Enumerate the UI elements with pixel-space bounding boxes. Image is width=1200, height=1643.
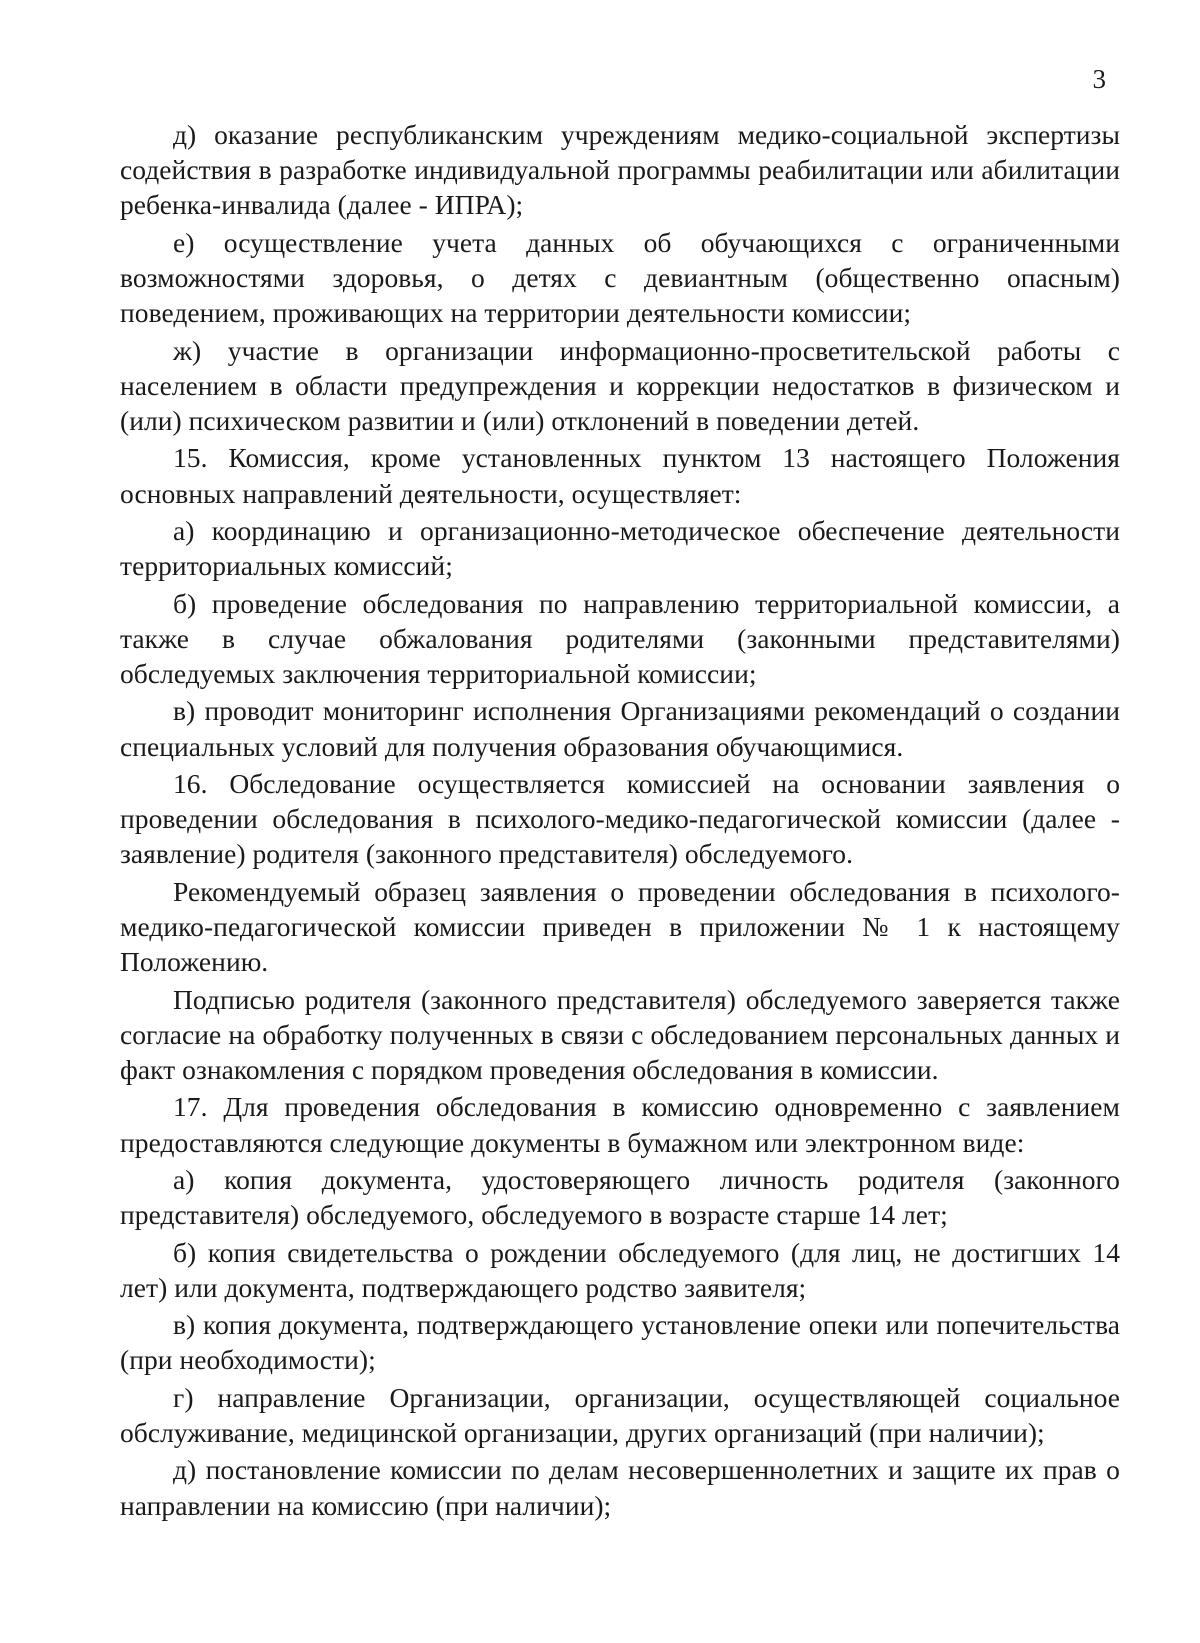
paragraph-clause-15-b: б) проведение обследования по направлению территориальной комиссии, а также в случае обжалования родителями (законными представителями) обследуемых заключения территориальной комиссии;: [120, 587, 1120, 689]
paragraph-clause-15-a: а) координацию и организационно-методическое обеспечение деятельности территориальных комиссий;: [120, 514, 1120, 582]
document-body: [120, 117, 1120, 1525]
paragraph-clause-16: 16. Обследование осуществляется комиссией на основании заявления о проведении обследования в психолого-медико-педагогической комиссии (далее - заявление) родителя (законного представителя) обследуемого.: [120, 767, 1120, 870]
paragraph-item-zh-outreach: ж) участие в организации информационно-просветительской работы с населением в области предупреждения и коррекции недостатков в физическом и (или) психическом развитии и (или) отклонений в поведении детей.: [120, 334, 1120, 436]
paragraph-clause-17-a: а) копия документа, удостоверяющего личность родителя (законного представителя) обследуемого, обследуемого в возрасте старше 14 лет;: [120, 1163, 1120, 1231]
paragraph-clause-15: 15. Комиссия, кроме установленных пунктом 13 настоящего Положения основных направлений деятельности, осуществляет:: [120, 442, 1120, 509]
paragraph-clause-17: 17. Для проведения обследования в комиссию одновременно с заявлением предоставляются следующие документы в бумажном или электронном виде:: [120, 1091, 1120, 1158]
paragraph-clause-17-d: д) постановление комиссии по делам несовершеннолетних и защите их прав о направлении на комиссию (при наличии);: [120, 1454, 1120, 1521]
paragraph-clause-17-b: б) копия свидетельства о рождении обследуемого (для лиц, не достигших 14 лет) или документа, подтверждающего родство заявителя;: [120, 1236, 1120, 1303]
paragraph-item-e-data-accounting: е) осуществление учета данных об обучающихся с ограниченными возможностями здоровья, о детях с девиантным (общественно опасным) поведением, проживающих на территории деятельности комиссии;: [120, 226, 1120, 329]
paragraph-signature-consent: Подписью родителя (законного представителя) обследуемого заверяется также согласие на обработку полученных в связи с обследованием персональных данных и факт ознакомления с порядком проведения обследования в комиссии.: [120, 983, 1120, 1085]
paragraph-clause-15-v: в) проводит мониторинг исполнения Организациями рекомендаций о создании специальных условий для получения образования обучающимися.: [120, 695, 1120, 762]
page-number: 3: [1092, 64, 1106, 94]
paragraph-clause-17-g: г) направление Организации, организации, осуществляющей социальное обслуживание, медицинской организации, других организаций (при наличии);: [120, 1381, 1120, 1448]
paragraph-item-d-ipra: д) оказание республиканским учреждениям медико-социальной экспертизы содействия в разработке индивидуальной программы реабилитации или абилитации ребенка-инвалида (далее - ИПРА);: [120, 119, 1120, 221]
paragraph-clause-17-v: в) копия документа, подтверждающего установление опеки или попечительства (при необходимости);: [120, 1309, 1120, 1376]
paragraph-application-form: Рекомендуемый образец заявления о проведении обследования в психолого-медико-педагогической комиссии приведен в приложении № 1 к настоящему Положению.: [120, 875, 1120, 978]
